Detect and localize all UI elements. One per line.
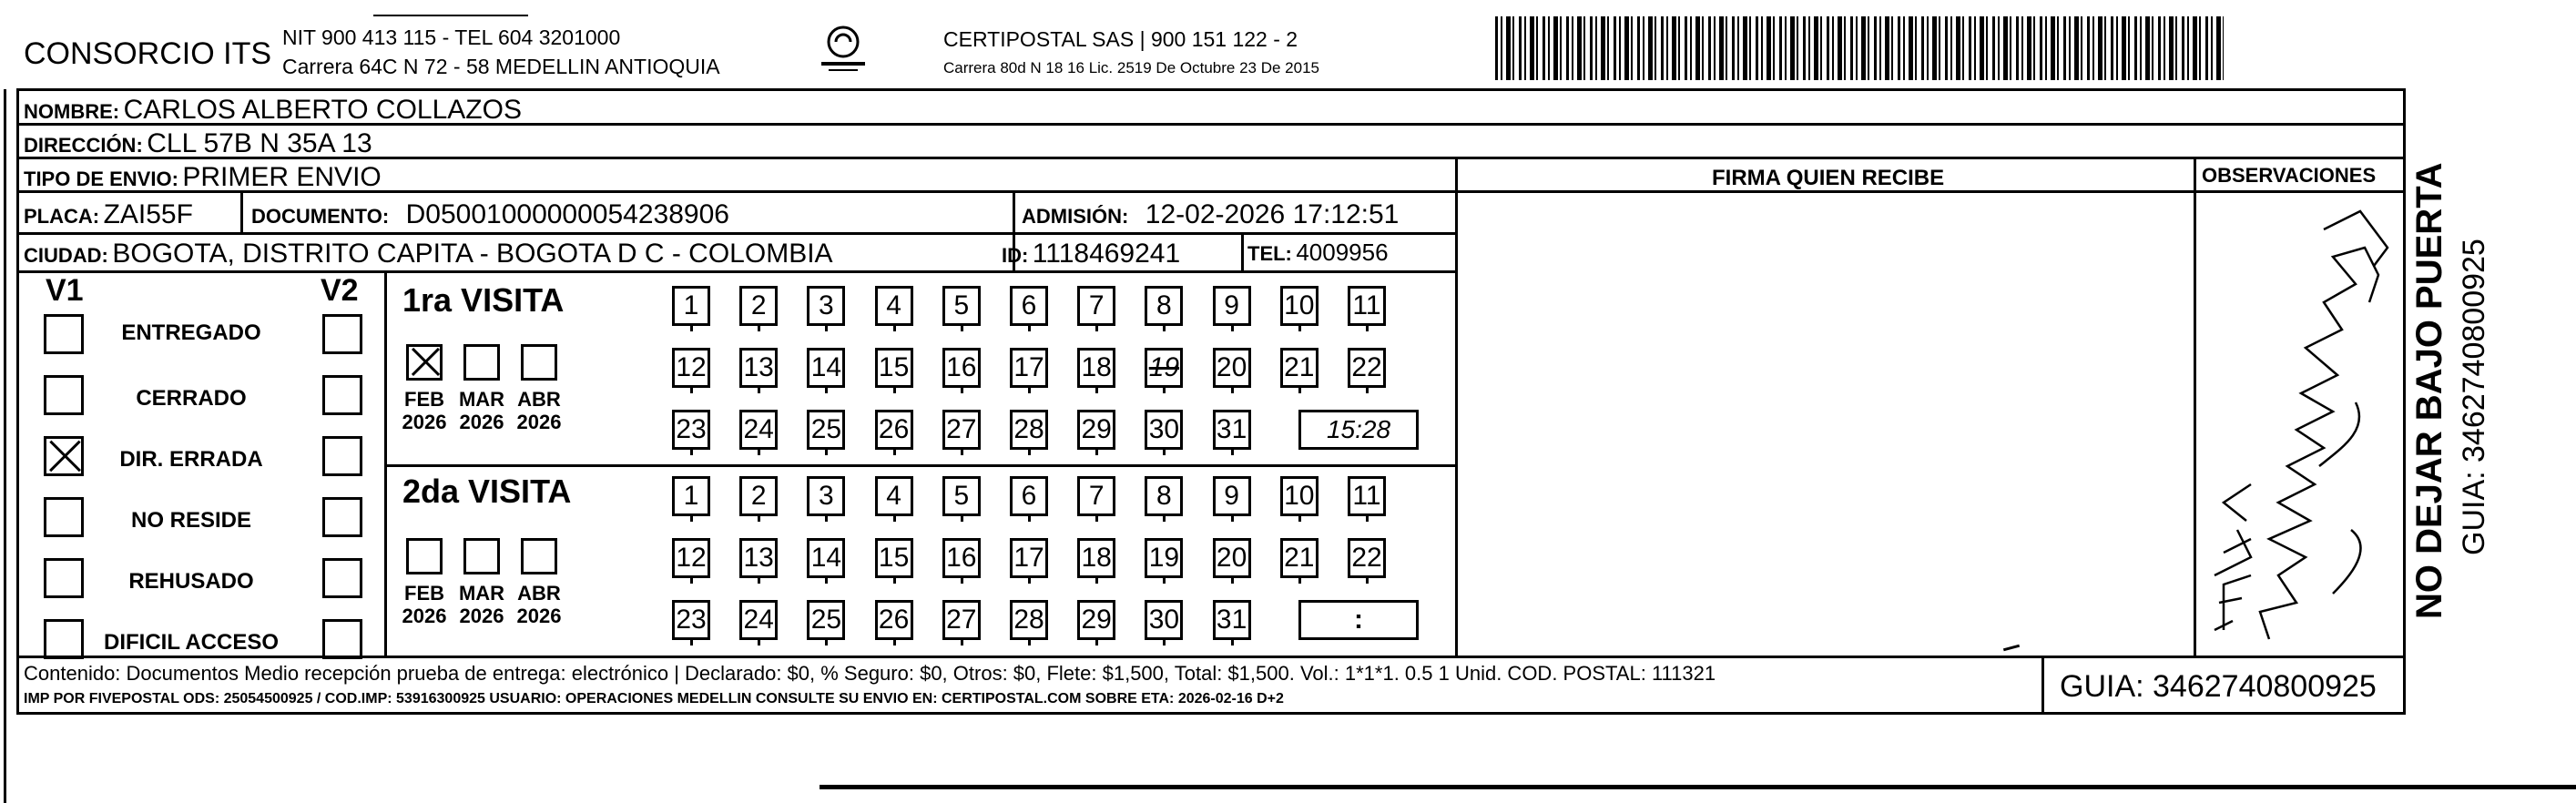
first-day-box[interactable]: 12	[672, 348, 710, 388]
col-line	[2041, 656, 2044, 715]
month-year: 2026	[516, 605, 562, 628]
first-day-box[interactable]: 24	[739, 410, 778, 450]
courier-address: Carrera 80d N 18 16 Lic. 2519 De Octubre 23 De 2015	[943, 59, 1319, 76]
v2-header: V2	[321, 273, 359, 308]
admision-field: ADMISIÓN: 12-02-2026 17:12:51	[1022, 199, 1400, 229]
second-day-box[interactable]: 30	[1145, 600, 1183, 640]
day-tick	[1163, 388, 1166, 393]
first-day-box[interactable]: 3	[807, 286, 845, 326]
day-tick	[825, 450, 828, 455]
day-tick	[893, 326, 896, 331]
month-year: 2026	[459, 605, 504, 628]
second-day-box[interactable]: 11	[1348, 476, 1386, 516]
first-day-box[interactable]: 4	[875, 286, 913, 326]
row-line	[16, 232, 1455, 235]
second-day-box[interactable]: 19	[1145, 538, 1183, 578]
left-edge-line	[4, 89, 6, 803]
first-day-box[interactable]: 31	[1213, 410, 1251, 450]
day-tick	[758, 640, 760, 645]
day-tick	[1231, 326, 1234, 331]
v2-checkbox[interactable]	[322, 436, 362, 476]
company-address: Carrera 64C N 72 - 58 MEDELLIN ANTIOQUIA	[282, 55, 720, 78]
month-name: ABR	[517, 388, 561, 411]
day-tick	[1095, 450, 1098, 455]
first-month-label	[392, 388, 456, 434]
first-day-box[interactable]: 29	[1077, 410, 1115, 450]
day-tick	[758, 516, 760, 522]
month-name: MAR	[458, 388, 505, 411]
day-tick	[690, 640, 693, 645]
day-tick	[893, 450, 896, 455]
nit-line: NIT 900 413 115 - TEL 604 3201000	[282, 25, 621, 49]
day-tick	[893, 640, 896, 645]
first-day-box[interactable]: 19	[1145, 348, 1183, 388]
second-day-box[interactable]: 4	[875, 476, 913, 516]
v2-checkbox[interactable]	[322, 497, 362, 537]
second-month-checkbox[interactable]	[406, 538, 443, 574]
first-month-checkbox[interactable]	[463, 344, 500, 381]
day-tick	[825, 578, 828, 584]
first-month-checkbox[interactable]	[521, 344, 557, 381]
month-year: 2026	[459, 411, 504, 434]
col-line	[1455, 157, 1458, 656]
first-day-box[interactable]: 15	[875, 348, 913, 388]
first-day-box[interactable]: 7	[1077, 286, 1115, 326]
first-day-box[interactable]: 28	[1010, 410, 1048, 450]
second-day-box[interactable]: 31	[1213, 600, 1251, 640]
day-tick	[893, 516, 896, 522]
day-tick	[758, 388, 760, 393]
first-day-box[interactable]: 26	[875, 410, 913, 450]
second-day-box[interactable]: 17	[1010, 538, 1048, 578]
day-tick	[1298, 388, 1301, 393]
col-line	[384, 270, 387, 656]
day-tick	[1163, 578, 1166, 584]
first-day-box[interactable]: 21	[1280, 348, 1319, 388]
first-day-box[interactable]: 17	[1010, 348, 1048, 388]
second-day-box[interactable]: 6	[1010, 476, 1048, 516]
day-tick	[961, 578, 963, 584]
day-tick	[1298, 516, 1301, 522]
day-tick	[1028, 450, 1031, 455]
status-option-label: NO RESIDE	[130, 508, 252, 533]
second-day-box[interactable]: 28	[1010, 600, 1048, 640]
day-tick	[758, 578, 760, 584]
day-tick	[1028, 516, 1031, 522]
row-line	[16, 157, 2406, 159]
status-option-label: DIR. ERRADA	[119, 447, 263, 472]
day-tick	[1095, 388, 1098, 393]
first-day-box[interactable]: 22	[1348, 348, 1386, 388]
top-rule	[373, 15, 528, 16]
status-option-label: CERRADO	[136, 386, 247, 411]
day-tick	[1231, 450, 1234, 455]
first-month-checkbox[interactable]	[406, 344, 443, 381]
month-year: 2026	[516, 411, 562, 434]
first-day-box[interactable]: 14	[807, 348, 845, 388]
day-tick	[1163, 326, 1166, 331]
bottom-edge-line	[820, 785, 2576, 789]
first-month-label	[507, 388, 571, 434]
second-day-box[interactable]: 15	[875, 538, 913, 578]
second-month-checkbox[interactable]	[463, 538, 500, 574]
day-tick	[1028, 640, 1031, 645]
second-day-box[interactable]: 25	[807, 600, 845, 640]
first-day-box[interactable]: 27	[942, 410, 981, 450]
first-visit-title: 1ra VISITA	[402, 281, 565, 319]
first-day-box[interactable]: 6	[1010, 286, 1048, 326]
day-tick	[1163, 450, 1166, 455]
day-tick	[1231, 516, 1234, 522]
documento-field: DOCUMENTO: D05001000000054238906	[251, 199, 729, 229]
day-tick	[1028, 578, 1031, 584]
signature-header: FIRMA QUIEN RECIBE	[1712, 166, 1945, 190]
second-day-box[interactable]: 23	[672, 600, 710, 640]
day-tick	[825, 640, 828, 645]
day-tick	[1366, 388, 1369, 393]
handwritten-observation	[2196, 193, 2404, 654]
imp-line: IMP POR FIVEPOSTAL ODS: 25054500925 / COD.IMP: 53916300925 USUARIO: OPERACIONES MEDELLIN CONSULTE SU ENVIO EN: CERTIPOSTAL.COM SOBRE ETA: 2026-02-16 D+2	[24, 691, 1284, 706]
second-day-box[interactable]: 9	[1213, 476, 1251, 516]
second-day-box[interactable]: 8	[1145, 476, 1183, 516]
status-option-label: ENTREGADO	[121, 320, 261, 345]
day-tick	[1298, 578, 1301, 584]
first-day-box[interactable]: 2	[739, 286, 778, 326]
first-day-box[interactable]: 10	[1280, 286, 1319, 326]
courier-line: CERTIPOSTAL SAS | 900 151 122 - 2	[943, 27, 1298, 51]
footer-guia: GUIA: 3462740800925	[2060, 669, 2377, 704]
second-day-box[interactable]: 2	[739, 476, 778, 516]
day-tick	[1163, 640, 1166, 645]
row-line	[384, 464, 1455, 467]
day-tick	[690, 326, 693, 331]
second-day-box[interactable]: 5	[942, 476, 981, 516]
month-year: 2026	[402, 411, 447, 434]
status-option-label: REHUSADO	[128, 569, 254, 594]
observaciones-header: OBSERVACIONES	[2202, 164, 2377, 187]
second-day-box[interactable]: 26	[875, 600, 913, 640]
ciudad-field: CIUDAD: BOGOTA, DISTRITO CAPITA - BOGOTA D C - COLOMBIA	[24, 239, 833, 269]
nombre-field: NOMBRE: CARLOS ALBERTO COLLAZOS	[24, 95, 522, 125]
second-day-box[interactable]: 27	[942, 600, 981, 640]
second-day-box[interactable]: 18	[1077, 538, 1115, 578]
v2-checkbox[interactable]	[322, 619, 362, 659]
second-day-box[interactable]: 14	[807, 538, 845, 578]
day-tick	[893, 578, 896, 584]
second-day-box[interactable]: 7	[1077, 476, 1115, 516]
first-day-box[interactable]: 5	[942, 286, 981, 326]
status-option-label: DIFICIL ACCESO	[103, 630, 279, 655]
day-tick	[1028, 388, 1031, 393]
second-month-checkbox[interactable]	[521, 538, 557, 574]
side-guia: GUIA: 3462740800925	[2457, 239, 2491, 555]
company-name: CONSORCIO ITS	[24, 36, 272, 71]
second-day-box[interactable]: 22	[1348, 538, 1386, 578]
month-name: ABR	[517, 582, 561, 605]
day-tick	[961, 326, 963, 331]
day-tick	[1028, 326, 1031, 331]
second-month-label	[450, 582, 514, 628]
second-day-box[interactable]: 20	[1213, 538, 1251, 578]
day-tick	[1095, 640, 1098, 645]
first-day-box[interactable]: 18	[1077, 348, 1115, 388]
month-year: 2026	[402, 605, 447, 628]
second-day-box[interactable]: 29	[1077, 600, 1115, 640]
day-tick	[1298, 326, 1301, 331]
barcode	[1495, 16, 2224, 80]
second-day-box[interactable]: 13	[739, 538, 778, 578]
day-tick	[690, 578, 693, 584]
contenido-line: Contenido: Documentos Medio recepción prueba de entrega: electrónico | Declarado: $0, % Seguro: $0, Otros: $0, Flete: $1,500, Total: $1,500. Vol.: 1*1*1. 0.5 1 Unid. COD. POSTAL: 111321	[24, 662, 1716, 685]
day-tick	[893, 388, 896, 393]
second-day-box[interactable]: 24	[739, 600, 778, 640]
month-name: MAR	[458, 582, 505, 605]
second-visit-time[interactable]: :	[1298, 600, 1419, 640]
first-day-box[interactable]: 11	[1348, 286, 1386, 326]
day-tick	[961, 516, 963, 522]
day-tick	[1095, 326, 1098, 331]
second-visit-title: 2da VISITA	[402, 473, 572, 510]
day-tick	[1163, 516, 1166, 522]
side-warning: NO DEJAR BAJO PUERTA	[2409, 162, 2449, 619]
first-day-box[interactable]: 8	[1145, 286, 1183, 326]
day-tick	[1231, 388, 1234, 393]
second-day-box[interactable]: 16	[942, 538, 981, 578]
day-tick	[690, 516, 693, 522]
day-tick	[961, 450, 963, 455]
day-tick	[961, 640, 963, 645]
direccion-field: DIRECCIÓN: CLL 57B N 35A 13	[24, 128, 372, 158]
col-line	[240, 190, 243, 232]
v2-checkbox[interactable]	[322, 314, 362, 354]
second-day-box[interactable]: 3	[807, 476, 845, 516]
day-tick	[690, 388, 693, 393]
month-name: FEB	[404, 388, 444, 411]
day-tick	[825, 326, 828, 331]
second-day-box[interactable]: 12	[672, 538, 710, 578]
first-day-box[interactable]: 1	[672, 286, 710, 326]
day-tick	[1231, 640, 1234, 645]
day-tick	[1366, 578, 1369, 584]
month-name: FEB	[404, 582, 444, 605]
v2-checkbox[interactable]	[322, 558, 362, 598]
day-tick	[690, 450, 693, 455]
day-tick	[1366, 516, 1369, 522]
day-tick	[825, 516, 828, 522]
day-tick	[1231, 578, 1234, 584]
day-tick	[758, 450, 760, 455]
day-tick	[1366, 326, 1369, 331]
second-day-box[interactable]: 10	[1280, 476, 1319, 516]
first-day-box[interactable]: 9	[1213, 286, 1251, 326]
first-day-box[interactable]: 16	[942, 348, 981, 388]
check-mark-icon	[409, 347, 440, 378]
first-day-box[interactable]: 30	[1145, 410, 1183, 450]
first-day-box[interactable]: 13	[739, 348, 778, 388]
col-line	[1241, 232, 1244, 270]
v2-checkbox[interactable]	[322, 375, 362, 415]
first-month-label	[450, 388, 514, 434]
day-tick	[825, 388, 828, 393]
second-month-label	[392, 582, 456, 628]
v1-header: V1	[46, 273, 84, 308]
first-visit-time[interactable]: 15:28	[1298, 410, 1419, 450]
tipo-envio-field: TIPO DE ENVIO: PRIMER ENVIO	[24, 162, 382, 192]
first-day-box[interactable]: 23	[672, 410, 710, 450]
day-tick	[961, 388, 963, 393]
second-month-label	[507, 582, 571, 628]
day-tick	[1095, 578, 1098, 584]
row-line	[16, 270, 1455, 273]
first-day-box[interactable]: 20	[1213, 348, 1251, 388]
day-tick	[758, 326, 760, 331]
placa-field: PLACA: ZAI55F	[24, 199, 193, 229]
first-day-box[interactable]: 25	[807, 410, 845, 450]
tel-field: TEL: 4009956	[1247, 239, 1389, 266]
second-day-box[interactable]: 1	[672, 476, 710, 516]
certipostal-logo	[816, 22, 871, 76]
id-field: ID: 1118469241	[1002, 239, 1181, 269]
row-line	[16, 656, 2406, 658]
second-day-box[interactable]: 21	[1280, 538, 1319, 578]
day-tick	[1095, 516, 1098, 522]
